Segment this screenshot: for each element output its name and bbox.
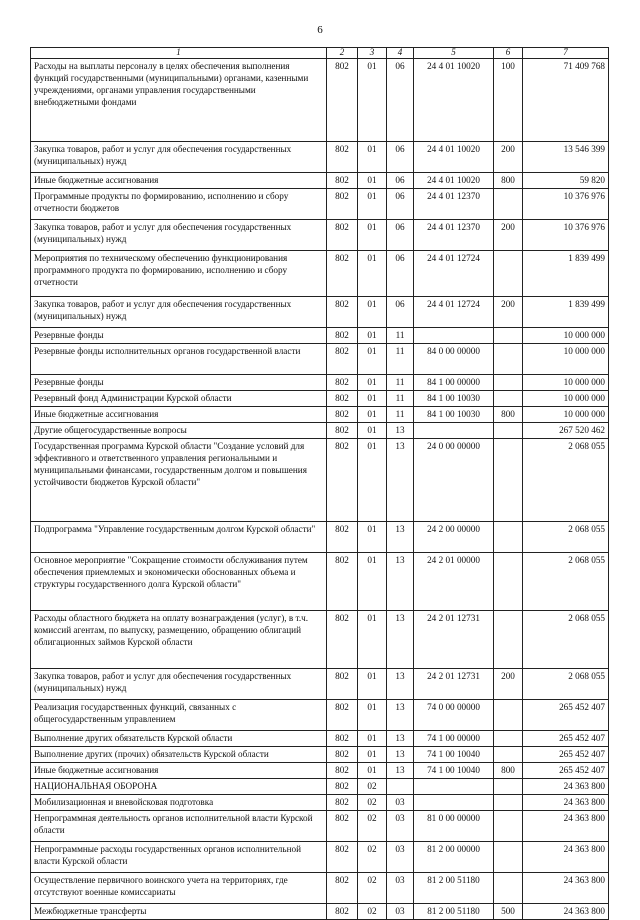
- row-pr: 06: [387, 189, 414, 220]
- row-pr: 03: [387, 811, 414, 842]
- row-vr: 800: [494, 173, 523, 189]
- row-pr: 13: [387, 439, 414, 522]
- row-vr: 100: [494, 59, 523, 142]
- row-name: Закупка товаров, работ и услуг для обеспечения государственных (муниципальных) нужд: [31, 142, 327, 173]
- row-pr: 13: [387, 763, 414, 779]
- row-vr: [494, 189, 523, 220]
- row-ved: 802: [327, 407, 358, 423]
- row-name: Резервные фонды исполнительных органов государственной власти: [31, 344, 327, 375]
- row-sum: 24 363 800: [523, 904, 609, 920]
- row-rz: 02: [358, 873, 387, 904]
- row-csr: 81 2 00 51180: [414, 873, 494, 904]
- row-pr: 13: [387, 611, 414, 669]
- table-row: [31, 873, 609, 904]
- row-name: Закупка товаров, работ и услуг для обеспечения государственных (муниципальных) нужд: [31, 297, 327, 328]
- table-row: [31, 811, 609, 842]
- row-name: Основное мероприятие "Сокращение стоимости обслуживания путем обеспечения приемлемых и экономически обоснованных объема и структуры государственного долга Курской области": [31, 553, 327, 611]
- row-pr: 06: [387, 173, 414, 189]
- row-name: Государственная программа Курской области "Создание условий для эффективного и ответственного управления региональными и муниципальными финансами, государственным долгом и повышения устойчивости бюджетов Курской области": [31, 439, 327, 522]
- row-sum: 2 068 055: [523, 611, 609, 669]
- row-ved: 802: [327, 59, 358, 142]
- row-rz: 01: [358, 344, 387, 375]
- row-rz: 01: [358, 59, 387, 142]
- row-name: Непрограммные расходы государственных органов исполнительной власти Курской области: [31, 842, 327, 873]
- table-row: [31, 297, 609, 328]
- row-ved: 802: [327, 439, 358, 522]
- row-ved: 802: [327, 328, 358, 344]
- table-row: [31, 391, 609, 407]
- row-ved: 802: [327, 220, 358, 251]
- row-csr: 84 0 00 00000: [414, 344, 494, 375]
- row-pr: 06: [387, 220, 414, 251]
- row-name: Резервный фонд Администрации Курской области: [31, 391, 327, 407]
- row-ved: 802: [327, 795, 358, 811]
- row-vr: [494, 391, 523, 407]
- row-name: Мобилизационная и вневойсковая подготовка: [31, 795, 327, 811]
- row-pr: 13: [387, 669, 414, 700]
- row-csr: 74 1 00 10040: [414, 763, 494, 779]
- row-rz: 01: [358, 669, 387, 700]
- row-ved: 802: [327, 669, 358, 700]
- table-row: [31, 904, 609, 920]
- row-ved: 802: [327, 173, 358, 189]
- row-name: Иные бюджетные ассигнования: [31, 763, 327, 779]
- table-row: [31, 375, 609, 391]
- row-ved: 802: [327, 779, 358, 795]
- row-vr: [494, 611, 523, 669]
- row-sum: 71 409 768: [523, 59, 609, 142]
- table-row: [31, 779, 609, 795]
- row-pr: 06: [387, 251, 414, 297]
- row-name: Мероприятия по техническому обеспечению функционирования программного продукта по формированию, исполнению и сбору отчетности: [31, 251, 327, 297]
- row-rz: 02: [358, 842, 387, 873]
- row-pr: 13: [387, 700, 414, 731]
- row-pr: 13: [387, 747, 414, 763]
- row-rz: 01: [358, 220, 387, 251]
- row-csr: [414, 328, 494, 344]
- row-sum: 24 363 800: [523, 811, 609, 842]
- row-rz: 01: [358, 251, 387, 297]
- row-csr: 24 2 01 12731: [414, 669, 494, 700]
- row-pr: 03: [387, 842, 414, 873]
- row-name: Иные бюджетные ассигнования: [31, 173, 327, 189]
- row-name: Резервные фонды: [31, 375, 327, 391]
- row-sum: 2 068 055: [523, 669, 609, 700]
- row-name: Другие общегосударственные вопросы: [31, 423, 327, 439]
- row-csr: 84 1 00 10030: [414, 407, 494, 423]
- row-csr: 74 0 00 00000: [414, 700, 494, 731]
- row-rz: 01: [358, 439, 387, 522]
- row-ved: 802: [327, 391, 358, 407]
- row-rz: 01: [358, 189, 387, 220]
- row-name: Выполнение других обязательств Курской области: [31, 731, 327, 747]
- row-name: Иные бюджетные ассигнования: [31, 407, 327, 423]
- row-sum: 13 546 399: [523, 142, 609, 173]
- row-ved: 802: [327, 700, 358, 731]
- row-pr: 11: [387, 328, 414, 344]
- row-csr: 81 2 00 51180: [414, 904, 494, 920]
- page-number: 6: [317, 24, 323, 36]
- row-pr: [387, 779, 414, 795]
- row-pr: 13: [387, 423, 414, 439]
- row-ved: 802: [327, 344, 358, 375]
- row-pr: 03: [387, 795, 414, 811]
- row-csr: 24 4 01 10020: [414, 173, 494, 189]
- row-pr: 06: [387, 59, 414, 142]
- row-sum: 265 452 407: [523, 700, 609, 731]
- row-sum: 24 363 800: [523, 873, 609, 904]
- row-ved: 802: [327, 763, 358, 779]
- table-row: [31, 842, 609, 873]
- row-ved: 802: [327, 553, 358, 611]
- table-row: [31, 173, 609, 189]
- row-rz: 01: [358, 747, 387, 763]
- row-pr: 11: [387, 407, 414, 423]
- row-sum: 10 000 000: [523, 391, 609, 407]
- row-rz: 01: [358, 731, 387, 747]
- row-ved: 802: [327, 251, 358, 297]
- row-vr: [494, 328, 523, 344]
- row-csr: 24 2 00 00000: [414, 522, 494, 553]
- row-pr: 06: [387, 297, 414, 328]
- row-sum: 2 068 055: [523, 522, 609, 553]
- row-rz: 01: [358, 391, 387, 407]
- table-row: [31, 747, 609, 763]
- row-vr: [494, 747, 523, 763]
- row-rz: 01: [358, 611, 387, 669]
- row-sum: 265 452 407: [523, 763, 609, 779]
- row-csr: 24 4 01 12724: [414, 251, 494, 297]
- row-ved: 802: [327, 842, 358, 873]
- row-sum: 1 839 499: [523, 297, 609, 328]
- row-sum: 265 452 407: [523, 731, 609, 747]
- row-rz: 01: [358, 297, 387, 328]
- row-csr: 84 1 00 10030: [414, 391, 494, 407]
- row-ved: 802: [327, 611, 358, 669]
- row-csr: 24 4 01 10020: [414, 59, 494, 142]
- row-ved: 802: [327, 747, 358, 763]
- row-vr: [494, 700, 523, 731]
- row-csr: 24 0 00 00000: [414, 439, 494, 522]
- row-rz: 01: [358, 407, 387, 423]
- row-rz: 01: [358, 553, 387, 611]
- row-csr: [414, 423, 494, 439]
- table-row: [31, 731, 609, 747]
- table-row: [31, 59, 609, 142]
- row-csr: 74 1 00 10040: [414, 747, 494, 763]
- row-rz: 01: [358, 173, 387, 189]
- row-name: Подпрограмма "Управление государственным долгом Курской области": [31, 522, 327, 553]
- row-vr: [494, 842, 523, 873]
- table-row: [31, 553, 609, 611]
- row-sum: 1 839 499: [523, 251, 609, 297]
- row-sum: 24 363 800: [523, 779, 609, 795]
- row-csr: [414, 779, 494, 795]
- row-vr: [494, 423, 523, 439]
- table-row: [31, 522, 609, 553]
- row-rz: 01: [358, 328, 387, 344]
- row-ved: 802: [327, 297, 358, 328]
- row-vr: 200: [494, 669, 523, 700]
- row-rz: 02: [358, 811, 387, 842]
- row-sum: 10 000 000: [523, 407, 609, 423]
- header-row: [31, 48, 609, 59]
- row-sum: 10 376 976: [523, 220, 609, 251]
- row-sum: 24 363 800: [523, 795, 609, 811]
- table-row: [31, 795, 609, 811]
- row-vr: [494, 779, 523, 795]
- row-sum: 24 363 800: [523, 842, 609, 873]
- row-pr: 13: [387, 553, 414, 611]
- row-csr: 24 4 01 12370: [414, 220, 494, 251]
- row-vr: 800: [494, 763, 523, 779]
- table-row: [31, 700, 609, 731]
- header-col-2: 2: [327, 48, 358, 59]
- row-sum: 2 068 055: [523, 553, 609, 611]
- row-vr: 200: [494, 220, 523, 251]
- row-csr: 81 0 00 00000: [414, 811, 494, 842]
- table-row: [31, 439, 609, 522]
- row-rz: 01: [358, 522, 387, 553]
- row-vr: 500: [494, 904, 523, 920]
- row-vr: [494, 344, 523, 375]
- row-name: Закупка товаров, работ и услуг для обеспечения государственных (муниципальных) нужд: [31, 669, 327, 700]
- row-rz: 02: [358, 795, 387, 811]
- row-vr: [494, 522, 523, 553]
- header-col-1: 1: [31, 48, 327, 59]
- table-row: [31, 189, 609, 220]
- row-name: Резервные фонды: [31, 328, 327, 344]
- table-row: [31, 328, 609, 344]
- row-sum: 59 820: [523, 173, 609, 189]
- table-row: [31, 344, 609, 375]
- row-ved: 802: [327, 142, 358, 173]
- row-vr: [494, 553, 523, 611]
- row-rz: 01: [358, 375, 387, 391]
- row-sum: 265 452 407: [523, 747, 609, 763]
- header-col-5: 5: [414, 48, 494, 59]
- row-name: Межбюджетные трансферты: [31, 904, 327, 920]
- row-rz: 01: [358, 763, 387, 779]
- row-vr: 200: [494, 297, 523, 328]
- row-ved: 802: [327, 731, 358, 747]
- row-sum: 10 000 000: [523, 344, 609, 375]
- budget-table: [30, 47, 609, 920]
- row-name: НАЦИОНАЛЬНАЯ ОБОРОНА: [31, 779, 327, 795]
- row-csr: 24 4 01 10020: [414, 142, 494, 173]
- row-pr: 11: [387, 391, 414, 407]
- header-col-3: 3: [358, 48, 387, 59]
- row-vr: [494, 731, 523, 747]
- table-row: [31, 251, 609, 297]
- row-ved: 802: [327, 873, 358, 904]
- row-vr: [494, 873, 523, 904]
- row-ved: 802: [327, 522, 358, 553]
- row-sum: 10 376 976: [523, 189, 609, 220]
- row-sum: 267 520 462: [523, 423, 609, 439]
- table-row: [31, 220, 609, 251]
- row-name: Непрограммная деятельность органов исполнительной власти Курской области: [31, 811, 327, 842]
- row-ved: 802: [327, 811, 358, 842]
- row-name: Осуществление первичного воинского учета на территориях, где отсутствуют военные комиссариаты: [31, 873, 327, 904]
- row-vr: [494, 439, 523, 522]
- row-csr: 24 2 01 00000: [414, 553, 494, 611]
- row-csr: 84 1 00 00000: [414, 375, 494, 391]
- row-csr: [414, 795, 494, 811]
- row-pr: 03: [387, 873, 414, 904]
- table-row: [31, 669, 609, 700]
- table-row: [31, 611, 609, 669]
- row-ved: 802: [327, 375, 358, 391]
- table-row: [31, 763, 609, 779]
- table-row: [31, 407, 609, 423]
- row-csr: 81 2 00 00000: [414, 842, 494, 873]
- row-name: Расходы областного бюджета на оплату вознаграждения (услуг), в т.ч. комиссий агентам, по выпуску, размещению, обращению облигаций облигационных займов Курской области: [31, 611, 327, 669]
- header-col-4: 4: [387, 48, 414, 59]
- row-name: Расходы на выплаты персоналу в целях обеспечения выполнения функций государственными (муниципальными) органами, казенными учреждениями, органами управления государственными внебюджетными фондами: [31, 59, 327, 142]
- header-col-6: 6: [494, 48, 523, 59]
- row-sum: 2 068 055: [523, 439, 609, 522]
- row-name: Программные продукты по формированию, исполнению и сбору отчетности бюджетов: [31, 189, 327, 220]
- row-csr: 24 2 01 12731: [414, 611, 494, 669]
- row-ved: 802: [327, 904, 358, 920]
- table-row: [31, 423, 609, 439]
- row-csr: 24 4 01 12370: [414, 189, 494, 220]
- row-pr: 11: [387, 344, 414, 375]
- header-col-7: 7: [523, 48, 609, 59]
- row-rz: 01: [358, 423, 387, 439]
- row-ved: 802: [327, 189, 358, 220]
- row-vr: 200: [494, 142, 523, 173]
- row-csr: 24 4 01 12724: [414, 297, 494, 328]
- row-ved: 802: [327, 423, 358, 439]
- row-vr: [494, 375, 523, 391]
- row-vr: 800: [494, 407, 523, 423]
- row-vr: [494, 811, 523, 842]
- row-vr: [494, 251, 523, 297]
- row-pr: 03: [387, 904, 414, 920]
- row-pr: 06: [387, 142, 414, 173]
- row-sum: 10 000 000: [523, 375, 609, 391]
- row-name: Реализация государственных функций, связанных с общегосударственным управлением: [31, 700, 327, 731]
- row-rz: 02: [358, 779, 387, 795]
- row-rz: 01: [358, 700, 387, 731]
- row-pr: 13: [387, 731, 414, 747]
- row-name: Закупка товаров, работ и услуг для обеспечения государственных (муниципальных) нужд: [31, 220, 327, 251]
- row-sum: 10 000 000: [523, 328, 609, 344]
- row-pr: 11: [387, 375, 414, 391]
- row-rz: 01: [358, 142, 387, 173]
- row-name: Выполнение других (прочих) обязательств Курской области: [31, 747, 327, 763]
- table-row: [31, 142, 609, 173]
- row-rz: 02: [358, 904, 387, 920]
- row-csr: 74 1 00 00000: [414, 731, 494, 747]
- row-pr: 13: [387, 522, 414, 553]
- row-vr: [494, 795, 523, 811]
